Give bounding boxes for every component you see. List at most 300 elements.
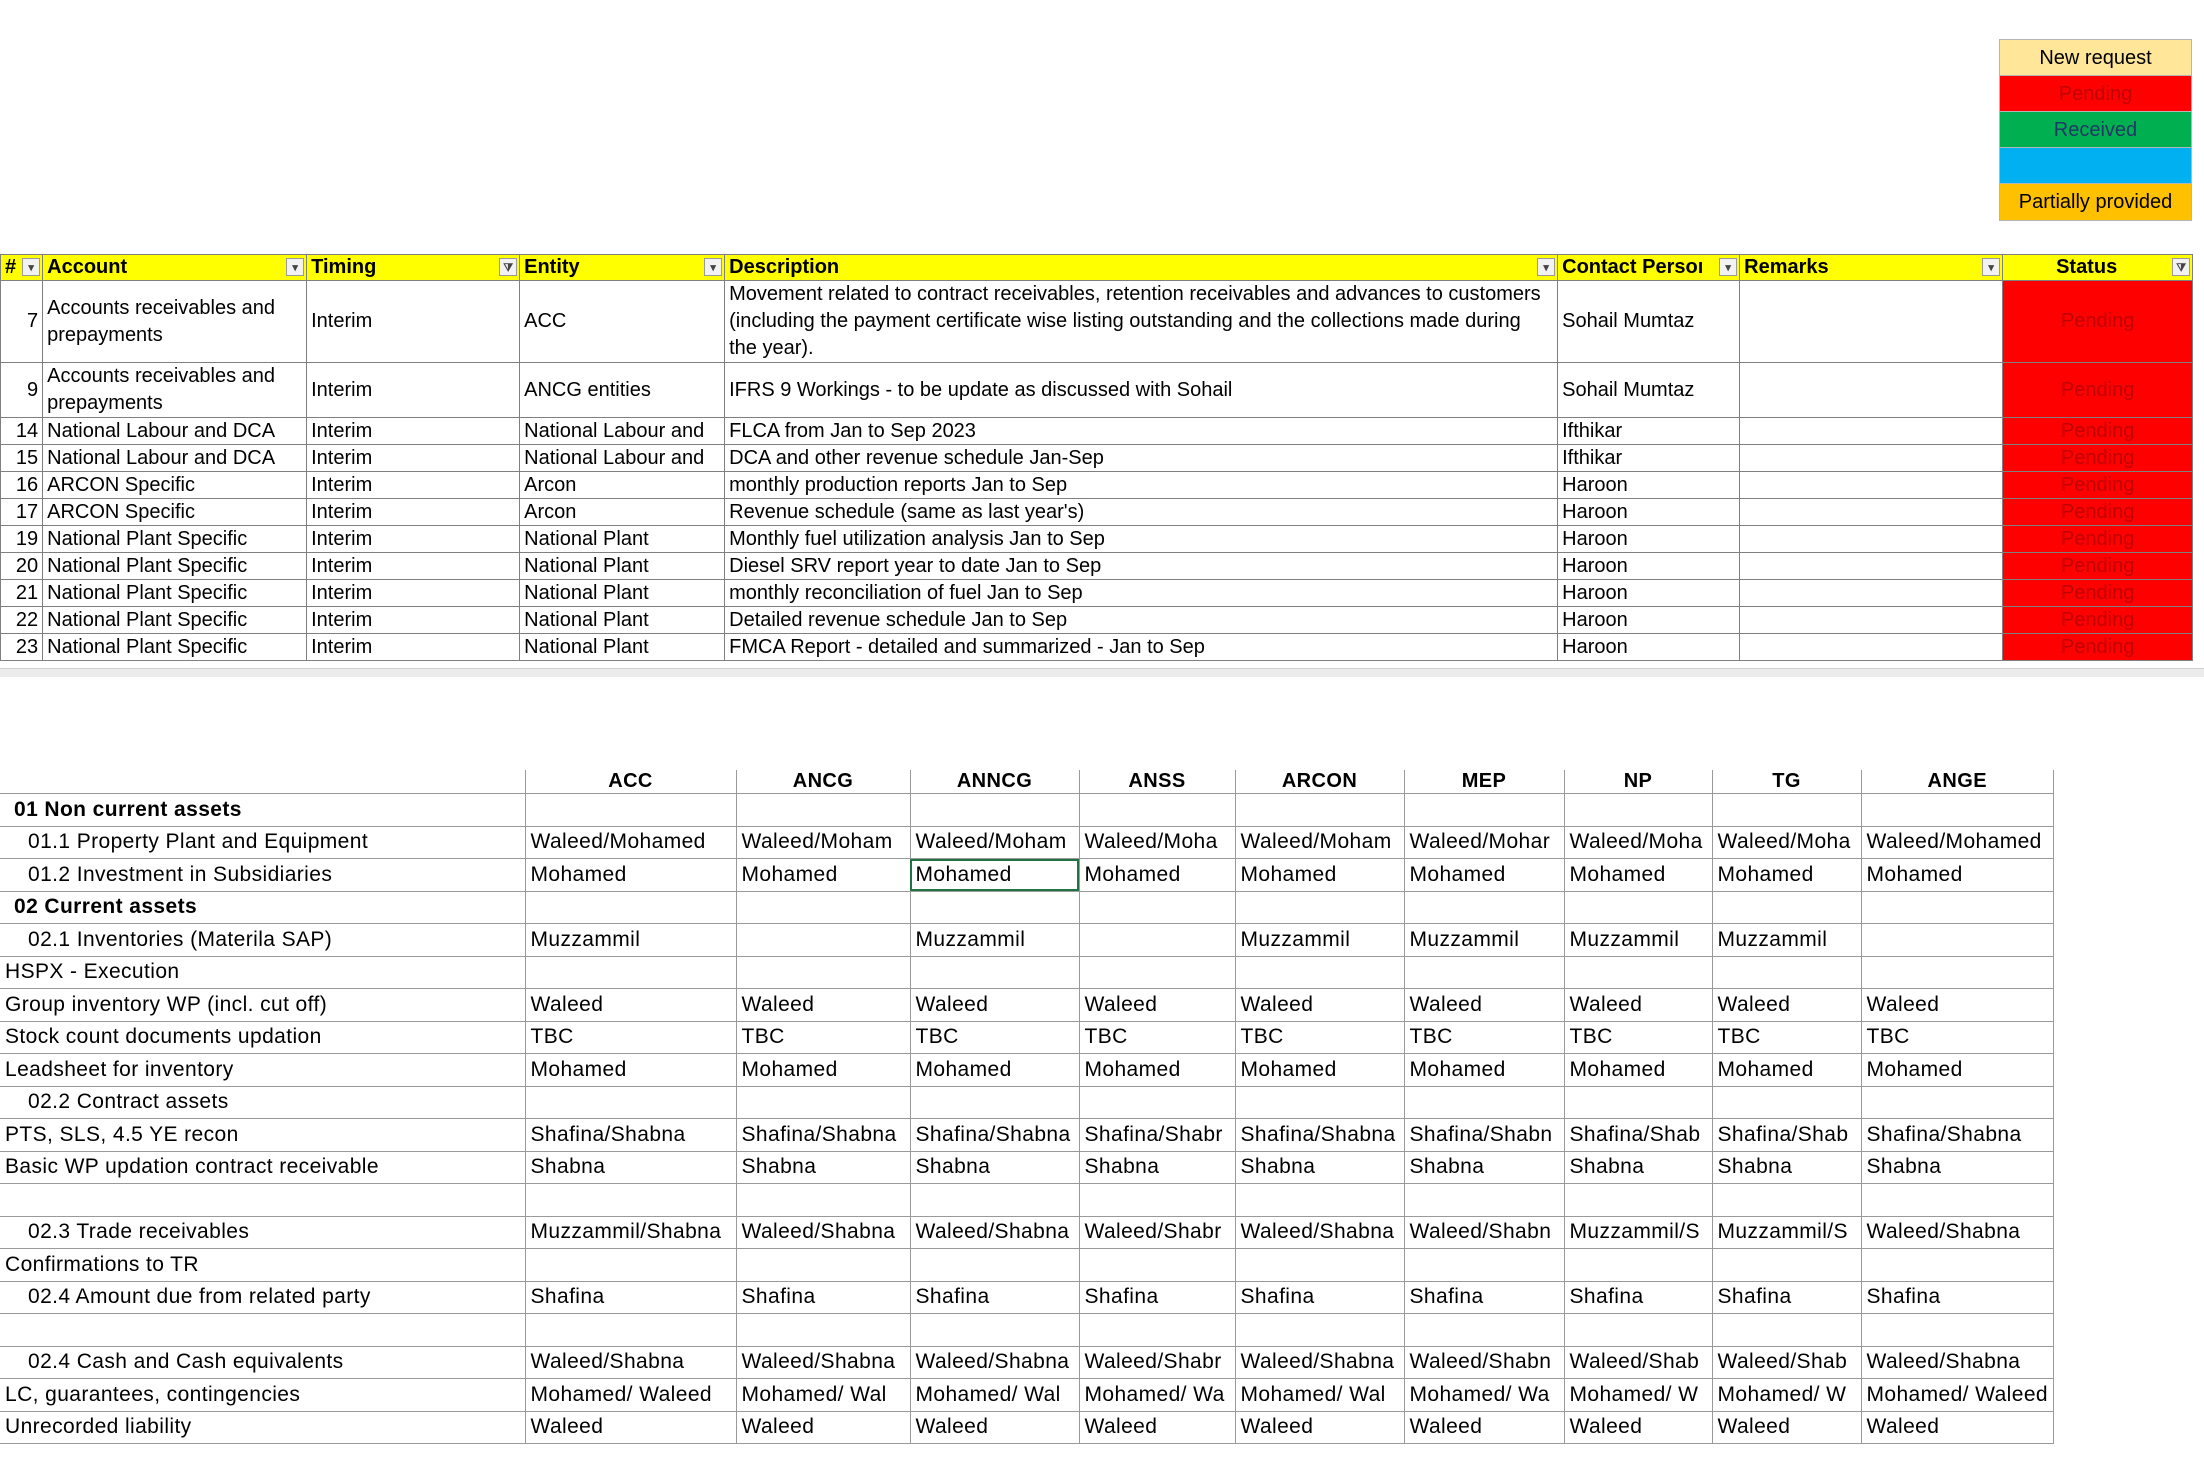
- assignee-cell[interactable]: TBC: [1235, 1021, 1404, 1054]
- cell-status[interactable]: Pending: [2003, 553, 2193, 580]
- row-label[interactable]: LC, guarantees, contingencies: [0, 1379, 525, 1412]
- assignee-cell[interactable]: [1564, 891, 1712, 924]
- cell-contact[interactable]: Haroon: [1558, 499, 1740, 526]
- cell-num[interactable]: 19: [1, 526, 43, 553]
- assignee-cell[interactable]: Mohamed/ Wa: [1079, 1379, 1235, 1412]
- cell-timing[interactable]: Interim: [307, 363, 520, 418]
- assignee-cell[interactable]: [1861, 1314, 2053, 1347]
- assignee-cell[interactable]: [1404, 891, 1564, 924]
- assignee-cell[interactable]: Waleed: [1712, 989, 1861, 1022]
- assignee-cell[interactable]: Mohamed: [525, 1054, 736, 1087]
- assignee-cell[interactable]: Waleed/Shabna: [1861, 1216, 2053, 1249]
- assignee-cell[interactable]: [525, 1086, 736, 1119]
- cell-account[interactable]: National Plant Specific: [43, 580, 307, 607]
- assignee-cell[interactable]: Waleed: [1861, 1411, 2053, 1444]
- assignee-cell[interactable]: Waleed/Moham: [910, 826, 1079, 859]
- assignee-cell[interactable]: Mohamed: [1564, 1054, 1712, 1087]
- cell-num[interactable]: 17: [1, 499, 43, 526]
- assignee-cell[interactable]: [1235, 956, 1404, 989]
- cell-timing[interactable]: Interim: [307, 526, 520, 553]
- assignee-cell[interactable]: [1712, 794, 1861, 827]
- cell-status[interactable]: Pending: [2003, 418, 2193, 445]
- cell-description[interactable]: Diesel SRV report year to date Jan to Sep: [725, 553, 1558, 580]
- assignee-cell[interactable]: Shafina/Shabn: [1404, 1119, 1564, 1152]
- cell-timing[interactable]: Interim: [307, 281, 520, 363]
- assignee-cell[interactable]: Mohamed: [1712, 1054, 1861, 1087]
- assignee-cell[interactable]: Waleed/Mohar: [1404, 826, 1564, 859]
- cell-entity[interactable]: National Labour and: [520, 445, 725, 472]
- assignee-cell[interactable]: [1404, 1314, 1564, 1347]
- assignee-cell[interactable]: [1079, 794, 1235, 827]
- filter-active-icon[interactable]: ⧩: [2172, 258, 2190, 276]
- assignee-cell[interactable]: Mohamed/ Wal: [736, 1379, 910, 1412]
- assignee-cell[interactable]: Waleed/Shab: [1564, 1346, 1712, 1379]
- assignee-cell[interactable]: [736, 956, 910, 989]
- cell-status[interactable]: Pending: [2003, 634, 2193, 661]
- cell-description[interactable]: monthly production reports Jan to Sep: [725, 472, 1558, 499]
- assignee-cell[interactable]: Mohamed: [1404, 859, 1564, 892]
- cell-remarks[interactable]: [1740, 553, 2003, 580]
- cell-num[interactable]: 9: [1, 363, 43, 418]
- cell-status[interactable]: Pending: [2003, 607, 2193, 634]
- assignee-cell[interactable]: [1712, 1314, 1861, 1347]
- assignee-cell[interactable]: Shafina: [1404, 1281, 1564, 1314]
- cell-entity[interactable]: ACC: [520, 281, 725, 363]
- assignee-cell[interactable]: Shafina/Shabna: [1861, 1119, 2053, 1152]
- assignee-cell[interactable]: [1712, 956, 1861, 989]
- cell-entity[interactable]: ANCG entities: [520, 363, 725, 418]
- assignee-cell[interactable]: Waleed: [1861, 989, 2053, 1022]
- assignee-cell[interactable]: TBC: [525, 1021, 736, 1054]
- table-row: [1, 418, 2193, 445]
- cell-num[interactable]: 7: [1, 281, 43, 363]
- filter-dropdown-icon[interactable]: ▾: [704, 258, 722, 276]
- assignee-cell[interactable]: [1079, 956, 1235, 989]
- assignee-cell[interactable]: [1861, 1086, 2053, 1119]
- assignee-cell[interactable]: Shabna: [525, 1151, 736, 1184]
- assignee-cell[interactable]: Shafina: [1564, 1281, 1712, 1314]
- assignee-cell[interactable]: Mohamed: [736, 1054, 910, 1087]
- cell-remarks[interactable]: [1740, 281, 2003, 363]
- assignee-cell[interactable]: [1712, 1086, 1861, 1119]
- cell-entity[interactable]: National Labour and: [520, 418, 725, 445]
- assignee-cell[interactable]: Shabna: [1404, 1151, 1564, 1184]
- filter-dropdown-icon[interactable]: ▾: [1719, 258, 1737, 276]
- assignee-cell[interactable]: Muzzammil: [1235, 924, 1404, 957]
- assignee-cell[interactable]: Shafina: [1712, 1281, 1861, 1314]
- cell-contact[interactable]: Ifthikar: [1558, 445, 1740, 472]
- cell-timing[interactable]: Interim: [307, 580, 520, 607]
- assignee-cell[interactable]: [1235, 1314, 1404, 1347]
- cell-num[interactable]: 14: [1, 418, 43, 445]
- assignee-cell[interactable]: Muzzammil/S: [1712, 1216, 1861, 1249]
- assignee-cell[interactable]: Mohamed/ W: [1712, 1379, 1861, 1412]
- assignee-cell[interactable]: [525, 794, 736, 827]
- assignee-cell[interactable]: Shabna: [1712, 1151, 1861, 1184]
- assignee-cell[interactable]: [1861, 794, 2053, 827]
- cell-remarks[interactable]: [1740, 526, 2003, 553]
- assignee-cell[interactable]: Muzzammil/Shabna: [525, 1216, 736, 1249]
- assignee-cell[interactable]: Waleed/Shabna: [910, 1216, 1079, 1249]
- assignee-cell[interactable]: TBC: [910, 1021, 1079, 1054]
- assignee-cell[interactable]: Shafina/Shab: [1564, 1119, 1712, 1152]
- horizontal-scrollbar[interactable]: [0, 668, 2204, 677]
- assignee-cell[interactable]: Mohamed/ Waleed: [1861, 1379, 2053, 1412]
- assignee-cell[interactable]: [910, 794, 1079, 827]
- assignee-cell[interactable]: [525, 956, 736, 989]
- assignee-cell[interactable]: Waleed/Moha: [1564, 826, 1712, 859]
- assignee-cell[interactable]: [1861, 891, 2053, 924]
- assignee-cell[interactable]: [736, 1086, 910, 1119]
- assignee-cell[interactable]: Muzzammil: [1712, 924, 1861, 957]
- assignee-cell[interactable]: [910, 1249, 1079, 1282]
- filter-dropdown-icon[interactable]: ▾: [286, 258, 304, 276]
- assignee-cell[interactable]: TBC: [1079, 1021, 1235, 1054]
- cell-timing[interactable]: Interim: [307, 607, 520, 634]
- cell-description[interactable]: FMCA Report - detailed and summarized - Jan to Sep: [725, 634, 1558, 661]
- assignee-cell[interactable]: Mohamed/ W: [1564, 1379, 1712, 1412]
- assignee-cell[interactable]: Waleed/Moha: [1712, 826, 1861, 859]
- assignee-cell[interactable]: Waleed: [1564, 1411, 1712, 1444]
- assignee-cell[interactable]: [1712, 1184, 1861, 1217]
- cell-remarks[interactable]: [1740, 418, 2003, 445]
- cell-description[interactable]: Movement related to contract receivables, retention receivables and advances to customers (including the payment certificate wise listing outstanding and the collections made during the year).: [725, 281, 1558, 363]
- assignee-cell[interactable]: Mohamed: [1712, 859, 1861, 892]
- row-label[interactable]: Unrecorded liability: [0, 1411, 525, 1444]
- assignee-cell[interactable]: TBC: [1712, 1021, 1861, 1054]
- assignee-cell[interactable]: [525, 891, 736, 924]
- assignee-cell[interactable]: [525, 1184, 736, 1217]
- assignee-cell[interactable]: Waleed: [1079, 989, 1235, 1022]
- assignee-cell[interactable]: [1861, 956, 2053, 989]
- assignee-cell[interactable]: Shafina/Shabna: [910, 1119, 1079, 1152]
- assignee-cell[interactable]: [736, 1249, 910, 1282]
- assignee-cell[interactable]: [1079, 1184, 1235, 1217]
- assignee-cell[interactable]: TBC: [736, 1021, 910, 1054]
- row-label[interactable]: PTS, SLS, 4.5 YE recon: [0, 1119, 525, 1152]
- cell-status[interactable]: Pending: [2003, 281, 2193, 363]
- assignee-cell[interactable]: TBC: [1564, 1021, 1712, 1054]
- row-label[interactable]: HSPX - Execution: [0, 956, 525, 989]
- cell-description[interactable]: DCA and other revenue schedule Jan-Sep: [725, 445, 1558, 472]
- assignee-cell[interactable]: Mohamed/ Wal: [910, 1379, 1079, 1412]
- cell-remarks[interactable]: [1740, 634, 2003, 661]
- cell-remarks[interactable]: [1740, 499, 2003, 526]
- assignee-cell[interactable]: [736, 924, 910, 957]
- cell-status[interactable]: Pending: [2003, 526, 2193, 553]
- cell-account[interactable]: National Labour and DCA: [43, 445, 307, 472]
- cell-description[interactable]: monthly reconciliation of fuel Jan to Sep: [725, 580, 1558, 607]
- assignee-cell[interactable]: Waleed: [525, 989, 736, 1022]
- assignee-cell[interactable]: [1404, 1249, 1564, 1282]
- assignee-cell[interactable]: [1235, 1184, 1404, 1217]
- cell-description[interactable]: Revenue schedule (same as last year's): [725, 499, 1558, 526]
- cell-status[interactable]: Pending: [2003, 580, 2193, 607]
- cell-num[interactable]: 15: [1, 445, 43, 472]
- cell-num[interactable]: 21: [1, 580, 43, 607]
- assignee-cell[interactable]: [1079, 1314, 1235, 1347]
- filter-dropdown-icon[interactable]: ▾: [22, 258, 40, 276]
- cell-contact[interactable]: Sohail Mumtaz: [1558, 281, 1740, 363]
- cell-timing[interactable]: Interim: [307, 553, 520, 580]
- row-label[interactable]: 02.2 Contract assets: [0, 1086, 525, 1119]
- assignee-cell[interactable]: [525, 1314, 736, 1347]
- assignee-cell[interactable]: [1404, 1086, 1564, 1119]
- cell-timing[interactable]: Interim: [307, 499, 520, 526]
- cell-remarks[interactable]: [1740, 580, 2003, 607]
- assignee-cell[interactable]: Waleed/Shabna: [736, 1216, 910, 1249]
- row-label[interactable]: 01.2 Investment in Subsidiaries: [0, 859, 525, 892]
- cell-account[interactable]: National Plant Specific: [43, 634, 307, 661]
- assignee-cell[interactable]: [1564, 1249, 1712, 1282]
- assignee-cell[interactable]: [1079, 1249, 1235, 1282]
- cell-timing[interactable]: Interim: [307, 634, 520, 661]
- assignee-cell[interactable]: [1861, 924, 2053, 957]
- assignee-cell[interactable]: Waleed/Shabna: [910, 1346, 1079, 1379]
- row-label[interactable]: 02.3 Trade receivables: [0, 1216, 525, 1249]
- assignee-cell[interactable]: Waleed: [1564, 989, 1712, 1022]
- assignee-cell[interactable]: [1564, 794, 1712, 827]
- assignee-cell[interactable]: Shabna: [1079, 1151, 1235, 1184]
- assignee-cell[interactable]: [1235, 1086, 1404, 1119]
- assignee-cell[interactable]: Waleed: [1712, 1411, 1861, 1444]
- row-label[interactable]: 01 Non current assets: [0, 794, 525, 827]
- assignee-cell[interactable]: Waleed/Shabn: [1404, 1216, 1564, 1249]
- row-label[interactable]: Leadsheet for inventory: [0, 1054, 525, 1087]
- assignee-cell[interactable]: Shafina/Shabr: [1079, 1119, 1235, 1152]
- assignee-cell[interactable]: Mohamed: [1564, 859, 1712, 892]
- assignee-cell[interactable]: [1404, 956, 1564, 989]
- assignee-cell[interactable]: [1564, 1184, 1712, 1217]
- assignee-cell[interactable]: Muzzammil: [525, 924, 736, 957]
- cell-account[interactable]: National Labour and DCA: [43, 418, 307, 445]
- cell-status[interactable]: Pending: [2003, 363, 2193, 418]
- assignee-cell[interactable]: Shabna: [1564, 1151, 1712, 1184]
- assignee-cell[interactable]: Waleed: [910, 989, 1079, 1022]
- assignee-cell[interactable]: [1564, 1314, 1712, 1347]
- assignee-cell[interactable]: Shabna: [1861, 1151, 2053, 1184]
- assignee-cell[interactable]: Waleed: [1404, 989, 1564, 1022]
- assignee-cell[interactable]: Shabna: [910, 1151, 1079, 1184]
- assignee-cell[interactable]: Mohamed: [1235, 859, 1404, 892]
- cell-status[interactable]: Pending: [2003, 499, 2193, 526]
- assignee-cell[interactable]: Waleed/Shabn: [1404, 1346, 1564, 1379]
- cell-account[interactable]: ARCON Specific: [43, 472, 307, 499]
- cell-remarks[interactable]: [1740, 363, 2003, 418]
- cell-account[interactable]: National Plant Specific: [43, 553, 307, 580]
- row-label[interactable]: [0, 1314, 525, 1347]
- cell-account[interactable]: ARCON Specific: [43, 499, 307, 526]
- cell-entity[interactable]: Arcon: [520, 499, 725, 526]
- assignee-cell[interactable]: Mohamed: [736, 859, 910, 892]
- assignee-cell[interactable]: Mohamed: [1861, 859, 2053, 892]
- cell-entity[interactable]: Arcon: [520, 472, 725, 499]
- row-label[interactable]: 02.1 Inventories (Materila SAP): [0, 924, 525, 957]
- row-label[interactable]: Basic WP updation contract receivable: [0, 1151, 525, 1184]
- assignee-cell[interactable]: TBC: [1404, 1021, 1564, 1054]
- cell-timing[interactable]: Interim: [307, 445, 520, 472]
- assignee-cell[interactable]: Waleed: [1079, 1411, 1235, 1444]
- cell-contact[interactable]: Haroon: [1558, 607, 1740, 634]
- cell-contact[interactable]: Haroon: [1558, 634, 1740, 661]
- assignee-cell[interactable]: Waleed/Shab: [1712, 1346, 1861, 1379]
- cell-entity[interactable]: National Plant: [520, 580, 725, 607]
- assignee-cell[interactable]: [1712, 1249, 1861, 1282]
- cell-entity[interactable]: National Plant: [520, 553, 725, 580]
- assignee-cell[interactable]: [910, 1314, 1079, 1347]
- cell-description[interactable]: FLCA from Jan to Sep 2023: [725, 418, 1558, 445]
- assignee-cell[interactable]: [1079, 891, 1235, 924]
- assignee-cell[interactable]: Waleed/Mohamed: [1861, 826, 2053, 859]
- assignee-cell[interactable]: Waleed: [736, 1411, 910, 1444]
- assignee-cell[interactable]: Shafina: [525, 1281, 736, 1314]
- cell-num[interactable]: 20: [1, 553, 43, 580]
- assignee-cell[interactable]: Shafina: [1235, 1281, 1404, 1314]
- cell-timing[interactable]: Interim: [307, 418, 520, 445]
- assignee-cell[interactable]: [1235, 891, 1404, 924]
- assignee-cell[interactable]: Mohamed: [1235, 1054, 1404, 1087]
- assignee-cell[interactable]: [1564, 1086, 1712, 1119]
- assignee-cell[interactable]: Muzzammil: [1564, 924, 1712, 957]
- filter-active-icon[interactable]: ⧩: [499, 258, 517, 276]
- assignee-cell[interactable]: Mohamed/ Wal: [1235, 1379, 1404, 1412]
- row-label[interactable]: Confirmations to TR: [0, 1249, 525, 1282]
- assignee-cell[interactable]: [1404, 1184, 1564, 1217]
- assignee-cell[interactable]: Muzzammil/S: [1564, 1216, 1712, 1249]
- row-label[interactable]: Group inventory WP (incl. cut off): [0, 989, 525, 1022]
- cell-remarks[interactable]: [1740, 472, 2003, 499]
- cell-contact[interactable]: Haroon: [1558, 553, 1740, 580]
- assignee-cell[interactable]: Waleed: [1235, 989, 1404, 1022]
- row-label[interactable]: 02.4 Cash and Cash equivalents: [0, 1346, 525, 1379]
- assignee-cell[interactable]: [1235, 1249, 1404, 1282]
- assignee-cell[interactable]: Mohamed: [1404, 1054, 1564, 1087]
- assignee-cell[interactable]: Shafina/Shabna: [525, 1119, 736, 1152]
- assignee-cell[interactable]: Mohamed: [1861, 1054, 2053, 1087]
- assignee-cell[interactable]: TBC: [1861, 1021, 2053, 1054]
- assignee-cell[interactable]: Shabna: [736, 1151, 910, 1184]
- cell-num[interactable]: 16: [1, 472, 43, 499]
- assignee-cell[interactable]: [1712, 891, 1861, 924]
- assignee-cell[interactable]: Mohamed/ Waleed: [525, 1379, 736, 1412]
- row-label[interactable]: 02.4 Amount due from related party: [0, 1281, 525, 1314]
- assignee-cell[interactable]: Shafina: [910, 1281, 1079, 1314]
- assignee-cell[interactable]: Waleed: [1235, 1411, 1404, 1444]
- cell-contact[interactable]: Haroon: [1558, 580, 1740, 607]
- requests-table: [0, 254, 2193, 661]
- cell-account[interactable]: Accounts receivables and prepayments: [43, 281, 307, 363]
- assignee-cell[interactable]: Waleed/Shabna: [525, 1346, 736, 1379]
- assignee-cell[interactable]: [736, 794, 910, 827]
- assignee-cell[interactable]: [1235, 794, 1404, 827]
- row-label[interactable]: Stock count documents updation: [0, 1021, 525, 1054]
- assignee-cell[interactable]: [736, 1314, 910, 1347]
- assignee-cell[interactable]: Waleed: [736, 989, 910, 1022]
- assignee-cell[interactable]: Mohamed: [1079, 1054, 1235, 1087]
- assignee-cell[interactable]: Waleed: [910, 1411, 1079, 1444]
- cell-timing[interactable]: Interim: [307, 472, 520, 499]
- assignee-cell[interactable]: [1861, 1249, 2053, 1282]
- assignee-cell[interactable]: Mohamed/ Wa: [1404, 1379, 1564, 1412]
- assignee-cell[interactable]: Mohamed: [525, 859, 736, 892]
- cell-description[interactable]: Monthly fuel utilization analysis Jan to Sep: [725, 526, 1558, 553]
- cell-account[interactable]: National Plant Specific: [43, 526, 307, 553]
- assignee-cell[interactable]: Mohamed: [1079, 859, 1235, 892]
- table-row: [0, 1379, 2053, 1412]
- assignee-cell[interactable]: Muzzammil: [1404, 924, 1564, 957]
- assignee-cell[interactable]: [736, 891, 910, 924]
- assignee-cell[interactable]: [910, 956, 1079, 989]
- assignee-cell[interactable]: [736, 1184, 910, 1217]
- filter-dropdown-icon[interactable]: ▾: [1537, 258, 1555, 276]
- assignee-cell[interactable]: Waleed/Shabr: [1079, 1346, 1235, 1379]
- assignee-cell[interactable]: Shafina/Shab: [1712, 1119, 1861, 1152]
- assignee-cell[interactable]: [910, 1184, 1079, 1217]
- cell-description[interactable]: Detailed revenue schedule Jan to Sep: [725, 607, 1558, 634]
- assignee-cell[interactable]: Waleed/Shabna: [1235, 1216, 1404, 1249]
- cell-entity[interactable]: National Plant: [520, 607, 725, 634]
- assignee-cell[interactable]: [1079, 1086, 1235, 1119]
- assignee-cell[interactable]: Muzzammil: [910, 924, 1079, 957]
- assignee-cell[interactable]: [1404, 794, 1564, 827]
- filter-dropdown-icon[interactable]: ▾: [1982, 258, 2000, 276]
- assignee-cell[interactable]: Mohamed: [910, 859, 1079, 892]
- assignee-cell[interactable]: Waleed/Shabna: [1861, 1346, 2053, 1379]
- cell-entity[interactable]: National Plant: [520, 634, 725, 661]
- assignee-cell[interactable]: [910, 1086, 1079, 1119]
- assignee-cell[interactable]: Waleed/Moham: [736, 826, 910, 859]
- assignee-cell[interactable]: [1861, 1184, 2053, 1217]
- assignee-cell[interactable]: Shafina: [1079, 1281, 1235, 1314]
- assignee-cell[interactable]: Mohamed: [910, 1054, 1079, 1087]
- assignee-cell[interactable]: Waleed/Shabr: [1079, 1216, 1235, 1249]
- assignee-cell[interactable]: [1079, 924, 1235, 957]
- assignee-cell[interactable]: Shafina: [1861, 1281, 2053, 1314]
- assignee-cell[interactable]: Waleed/Mohamed: [525, 826, 736, 859]
- assignee-cell[interactable]: Waleed: [525, 1411, 736, 1444]
- cell-remarks[interactable]: [1740, 607, 2003, 634]
- cell-entity[interactable]: National Plant: [520, 526, 725, 553]
- assignee-cell[interactable]: Shafina/Shabna: [1235, 1119, 1404, 1152]
- cell-account[interactable]: National Plant Specific: [43, 607, 307, 634]
- cell-contact[interactable]: Sohail Mumtaz: [1558, 363, 1740, 418]
- assignee-cell[interactable]: Waleed/Shabna: [736, 1346, 910, 1379]
- assignee-cell[interactable]: [910, 891, 1079, 924]
- cell-account[interactable]: Accounts receivables and prepayments: [43, 363, 307, 418]
- cell-contact[interactable]: Haroon: [1558, 472, 1740, 499]
- cell-num[interactable]: 22: [1, 607, 43, 634]
- assignee-cell[interactable]: Waleed/Shabna: [1235, 1346, 1404, 1379]
- assignee-cell[interactable]: Waleed: [1404, 1411, 1564, 1444]
- cell-num[interactable]: 23: [1, 634, 43, 661]
- cell-status[interactable]: Pending: [2003, 472, 2193, 499]
- assignee-cell[interactable]: Waleed/Moham: [1235, 826, 1404, 859]
- assignee-cell[interactable]: [525, 1249, 736, 1282]
- cell-description[interactable]: IFRS 9 Workings - to be update as discussed with Sohail: [725, 363, 1558, 418]
- cell-remarks[interactable]: [1740, 445, 2003, 472]
- assignee-cell[interactable]: Waleed/Moha: [1079, 826, 1235, 859]
- row-label[interactable]: [0, 1184, 525, 1217]
- row-label[interactable]: 01.1 Property Plant and Equipment: [0, 826, 525, 859]
- row-label[interactable]: 02 Current assets: [0, 891, 525, 924]
- assignee-cell[interactable]: Shafina: [736, 1281, 910, 1314]
- assignee-cell[interactable]: Shabna: [1235, 1151, 1404, 1184]
- assignee-cell[interactable]: Shafina/Shabna: [736, 1119, 910, 1152]
- cell-status[interactable]: Pending: [2003, 445, 2193, 472]
- assignee-cell[interactable]: [1564, 956, 1712, 989]
- cell-contact[interactable]: Haroon: [1558, 526, 1740, 553]
- cell-contact[interactable]: Ifthikar: [1558, 418, 1740, 445]
